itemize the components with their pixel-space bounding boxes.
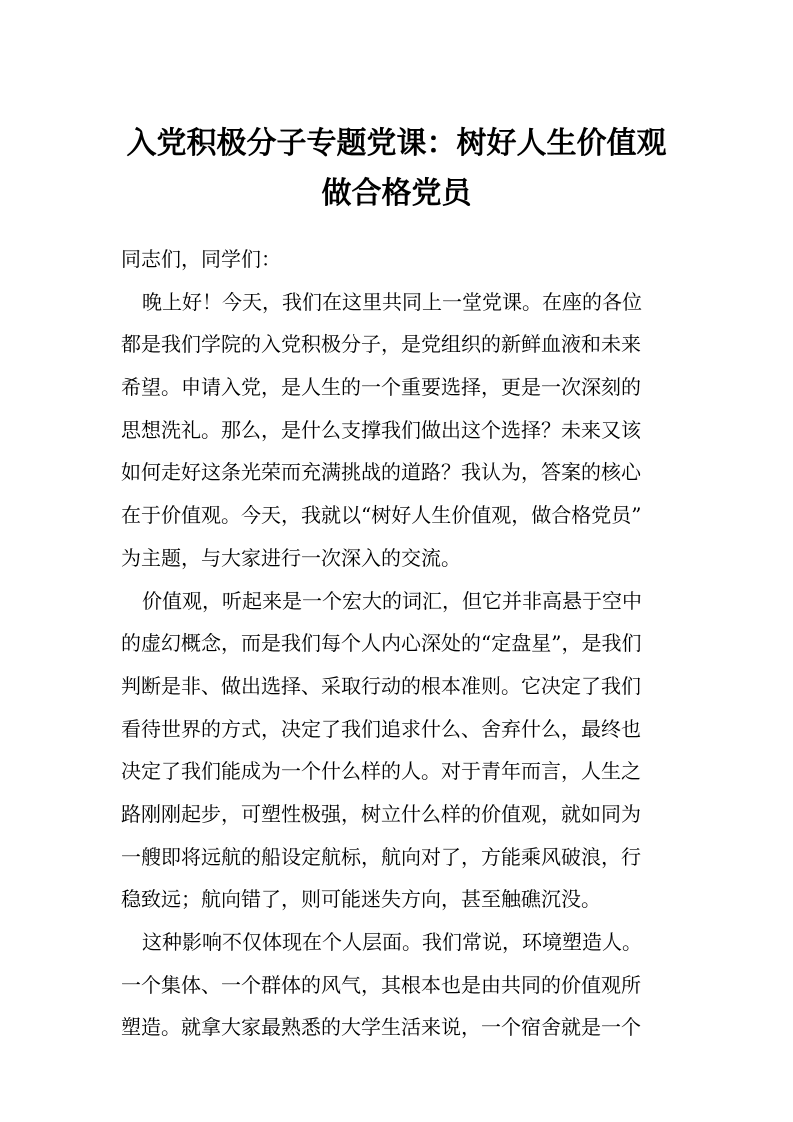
body-line: 决定了我们能成为一个什么样的人。对于青年而言，人生之 [121, 759, 641, 784]
body-line: 价值观，听起来是一个宏大的词汇，但它并非高悬于空中 [142, 588, 642, 613]
body-line: 希望。申请入党，是人生的一个重要选择，更是一次深刻的 [121, 375, 641, 400]
body-line: 为主题，与大家进行一次深入的交流。 [121, 545, 461, 570]
body-line: 一个集体、一个群体的风气，其根本也是由共同的价值观所 [121, 972, 641, 997]
body-line: 晚上好！今天，我们在这里共同上一堂党课。在座的各位 [142, 289, 642, 314]
body-line: 路刚刚起步，可塑性极强，树立什么样的价值观，就如同为 [121, 801, 641, 826]
salutation-line: 同志们，同学们： [121, 247, 281, 271]
body-line: 稳致远；航向错了，则可能迷失方向，甚至触礁沉没。 [121, 887, 601, 912]
document-title-line-2: 做合格党员 [321, 176, 472, 211]
body-line: 都是我们学院的入党积极分子，是党组织的新鲜血液和未来 [121, 332, 641, 357]
body-line: 思想洗礼。那么，是什么支撑我们做出这个选择？未来又该 [121, 417, 641, 442]
body-line: 在于价值观。今天，我就以“树好人生价值观，做合格党员” [121, 503, 642, 528]
document-body [121, 238, 681, 1049]
body-line: 看待世界的方式，决定了我们追求什么、舍弃什么，最终也 [121, 716, 641, 741]
body-line: 的虚幻概念，而是我们每个人内心深处的“定盘星”，是我们 [121, 631, 642, 656]
body-line: 这种影响不仅体现在个人层面。我们常说，环境塑造人。 [142, 930, 642, 954]
body-line: 塑造。就拿大家最熟悉的大学生活来说，一个宿舍就是一个 [121, 1015, 641, 1040]
body-line: 如何走好这条光荣而充满挑战的道路？我认为，答案的核心 [121, 460, 641, 485]
body-line: 判断是非、做出选择、采取行动的根本准则。它决定了我们 [121, 673, 641, 698]
body-line: 一艘即将远航的船设定航标，航向对了，方能乘风破浪，行 [121, 844, 641, 869]
document-title-line-1: 入党积极分子专题党课：树好人生价值观 [126, 126, 667, 161]
